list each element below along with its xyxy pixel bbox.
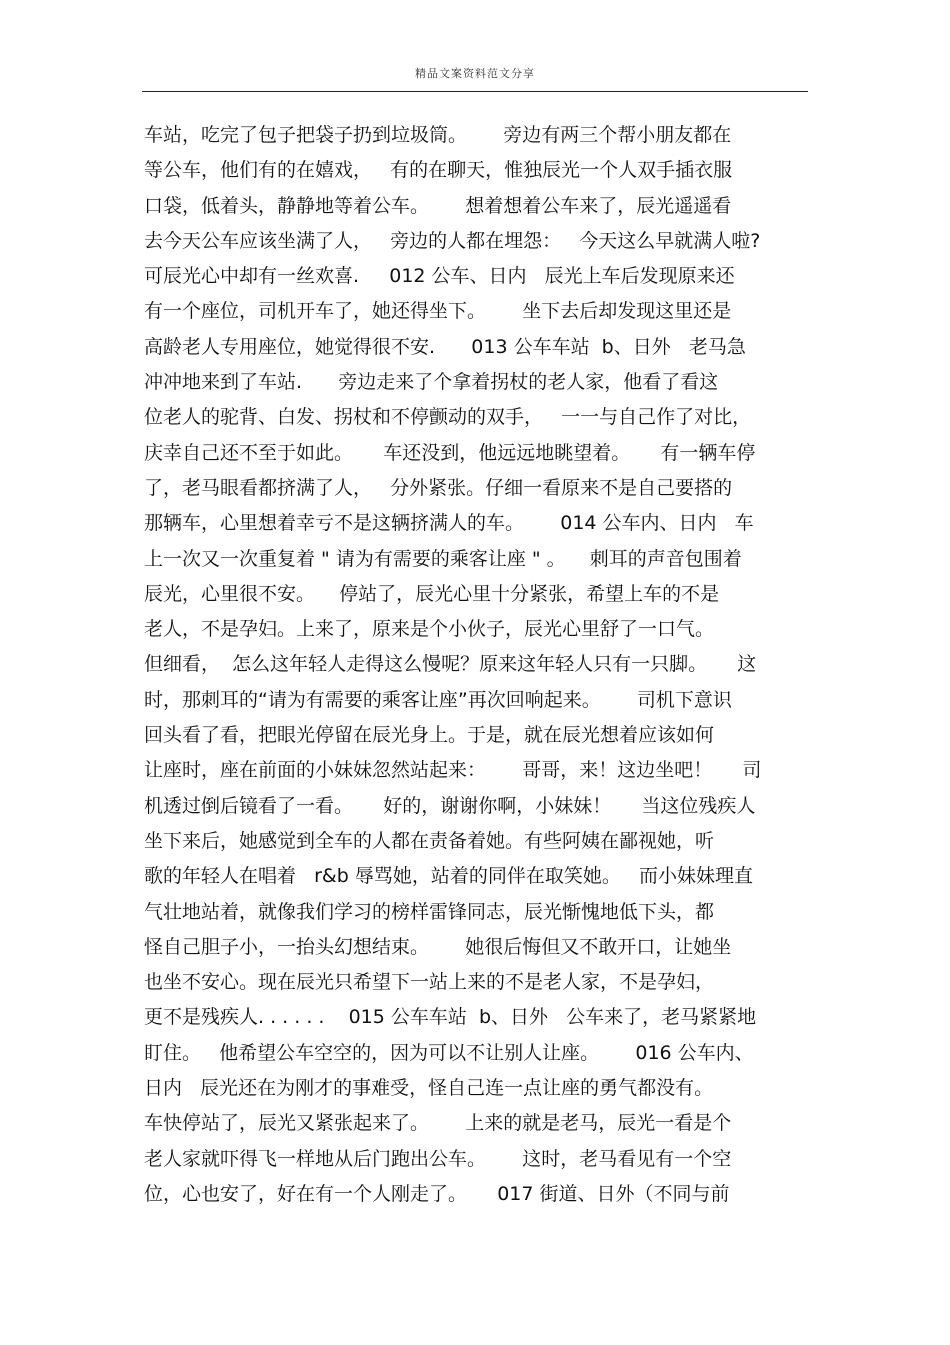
text-line: 口袋，低着头，静静地等着公车。 想着想着公车来了，辰光遥遥看: [144, 194, 732, 217]
document-body: [144, 118, 824, 1212]
text-line: 时，那刺耳的“请为有需要的乘客让座”再次回响起来。 司机下意识: [144, 688, 732, 711]
text-line: 可辰光心中却有一丝欢喜. 012 公车、日内 辰光上车后发现原来还: [144, 265, 735, 288]
text-line: 位，心也安了，好在有一个人刚走了。 017 街道、日外（不同与前: [144, 1182, 730, 1205]
text-line: 庆幸自己还不至于如此。 车还没到，他远远地眺望着。 有一辆车停: [144, 441, 756, 464]
text-line: 老人家就吓得飞一样地从后门跑出公车。 这时，老马看见有一个空: [144, 1147, 732, 1170]
text-line: 那辆车，心里想着幸亏不是这辆挤满人的车。 014 公车内、日内 车: [144, 512, 754, 535]
text-line: 气壮地站着，就像我们学习的榜样雷锋同志，辰光惭愧地低下头，都: [144, 900, 715, 923]
text-line: 坐下来后，她感觉到全车的人都在责备着她。有些阿姨在鄙视她，听: [144, 829, 715, 852]
text-line: 有一个座位，司机开车了，她还得坐下。 坐下去后却发现这里还是: [144, 300, 732, 323]
text-line: 位老人的驼背、白发、拐杖和不停颤动的双手， 一一与自己作了对比，: [144, 406, 752, 429]
text-line: 更不是残疾人. . . . . . 015 公车车站 b、日外 公车来了，老马紧紧地: [144, 1006, 757, 1029]
text-line: 让座时，座在前面的小妹妹忽然站起来： 哥哥，来！这边坐吧！ 司: [144, 759, 762, 782]
page-header: 精品文案资料范文分享: [415, 67, 535, 80]
text-line: 上一次又一次重复着 " 请为有需要的乘客让座 " 。 刺耳的声音包围着: [144, 547, 742, 570]
text-line: 了，老马眼看都挤满了人， 分外紧张。仔细一看原来不是自己要搭的: [144, 476, 733, 499]
text-line: 机透过倒后镜看了一看。 好的，谢谢你啊，小妹妹！ 当这位残疾人: [144, 794, 756, 817]
text-line: 去今天公车应该坐满了人， 旁边的人都在埋怨： 今天这么早就满人啦?: [144, 229, 761, 252]
text-line: 车站，吃完了包子把袋子扔到垃圾筒。 旁边有两三个帮小朋友都在: [144, 124, 732, 146]
text-line: 歌的年轻人在唱着 r&b 辱骂她，站着的同伴在取笑她。 而小妹妹理直: [144, 865, 753, 888]
text-line: 冲冲地来到了车站. 旁边走来了个拿着拐杖的老人家，他看了看这: [144, 371, 719, 394]
text-line: 车快停站了，辰光又紧张起来了。 上来的就是老马，辰光一看是个: [144, 1112, 732, 1135]
text-line: 也坐不安心。现在辰光只希望下一站上来的不是老人家，不是孕妇，: [144, 971, 715, 994]
text-line: 等公车，他们有的在嬉戏， 有的在聊天，惟独辰光一个人双手插衣服: [144, 159, 733, 182]
text-line: 辰光，心里很不安。 停站了，辰光心里十分紧张，希望上车的不是: [144, 582, 720, 605]
text-line: 但细看， 怎么这年轻人走得这么慢呢？原来这年轻人只有一只脚。 这: [144, 653, 757, 676]
text-line: 老人，不是孕妇。上来了，原来是个小伙子，辰光心里舒了一口气。: [144, 618, 715, 641]
text-line: 高龄老人专用座位，她觉得很不安. 013 公车车站 b、日外 老马急: [144, 335, 746, 358]
header-divider: [142, 91, 808, 92]
text-line: 日内 辰光还在为刚才的事难受，怪自己连一点让座的勇气都没有。: [144, 1077, 714, 1100]
text-line: 怪自己胆子小，一抬头幻想结束。 她很后悔但又不敢开口，让她坐: [144, 935, 732, 958]
text-line: 回头看了看，把眼光停留在辰光身上。于是，就在辰光想着应该如何: [144, 724, 715, 747]
text-line: 盯住。 他希望公车空空的，因为可以不让别人让座。 016 公车内、: [144, 1041, 754, 1064]
